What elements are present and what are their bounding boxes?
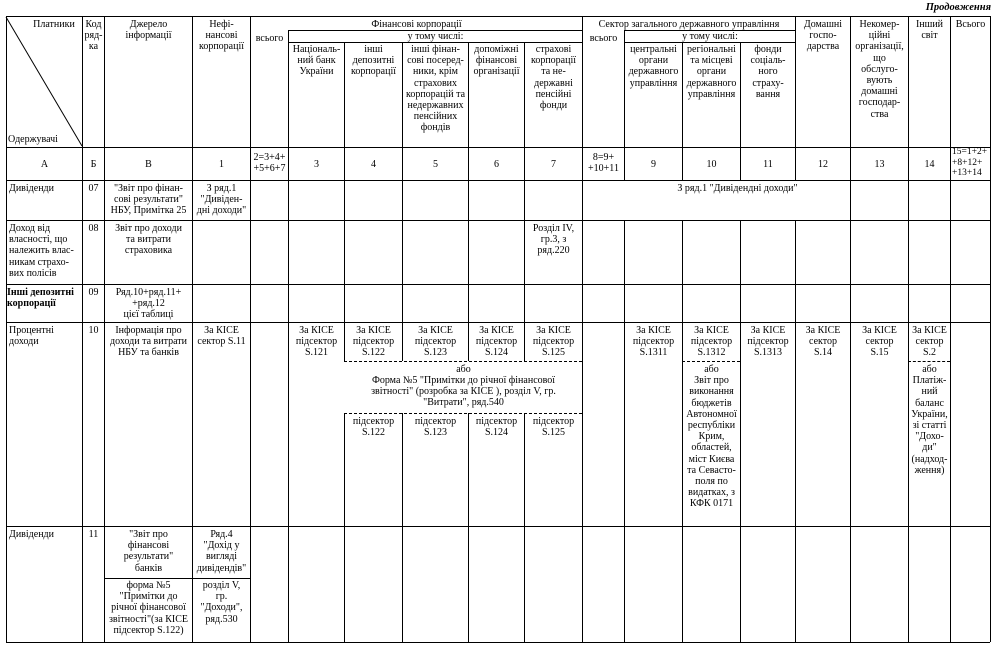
row10-f-s124: підсектор S.124 xyxy=(475,416,518,439)
row10-regional: За КІСЕ підсектор S.1312 xyxy=(690,325,733,359)
col-border-11b xyxy=(795,220,796,642)
index-cell: 12 xyxy=(818,159,828,170)
row10-rest-world: За КІСЕ сектор S.2 xyxy=(912,325,947,359)
row10-nonfin: За КІСЕ сектор S.11 xyxy=(197,325,246,348)
index-cell: 9 xyxy=(651,159,656,170)
col-border-3a xyxy=(344,42,345,361)
header-regional: регіональні та місцеві органи державного управління xyxy=(686,44,737,100)
header-gov-total: всього xyxy=(589,33,618,44)
index-cell: В xyxy=(145,159,152,170)
row08-line xyxy=(6,284,990,285)
table-bottom-border xyxy=(6,642,990,643)
index-cell: 4 xyxy=(371,159,376,170)
header-fin-incl: у тому числі: xyxy=(407,31,464,42)
index-cell: Б xyxy=(90,159,97,170)
header-npish: Некомер- ційні організації, що обслуго- вують домашні господар- ства xyxy=(855,19,904,120)
row08-name: Доход від власності, що належить влас- никам страхо- вих полісів xyxy=(9,223,74,279)
col-border-3b xyxy=(344,413,345,642)
row11-nonfin2: розділ V, гр. "Доходи", ряд.530 xyxy=(200,580,243,625)
index-cell: 5 xyxy=(433,159,438,170)
index-cell: 3 xyxy=(314,159,319,170)
row08-code: 08 xyxy=(88,223,99,234)
row11-source2: форма №5 "Примітки до річної фінансової звітності"(за КІСЕ підсектор S.122) xyxy=(108,580,189,636)
row10-name: Процентні доходи xyxy=(9,325,54,348)
index-cell: 1 xyxy=(219,159,224,170)
row09-source: Ряд.10+ряд.11+ +ряд.12 цієї таблиці xyxy=(115,287,182,321)
row10-source: Інформація про доходи та витрати НБУ та банків xyxy=(109,325,187,359)
header-row-code: Код ряд- ка xyxy=(84,19,103,53)
row07-source: "Звіт про фінан- сові результати" НБУ, Примітка 25 xyxy=(110,183,187,217)
header-other-fin: інші фінан- сові посеред- ники, крім страхових корпорацій та недержавних пенсійних фондів xyxy=(405,44,466,134)
index-cell: 13 xyxy=(874,159,885,170)
row11-source: "Звіт про фінансові результати" банків xyxy=(123,529,174,574)
row07-code: 07 xyxy=(88,183,99,194)
index-cell: 15=1+2+ +8+12+ +13+14 xyxy=(952,147,988,178)
row10-other-dep: За КІСЕ підсектор S.122 xyxy=(352,325,395,359)
header-aux-fin: допоміжні фінансові організації xyxy=(473,44,520,78)
header-social: фонди соціаль- ного страху- вання xyxy=(750,44,786,100)
header-fin-corp: Фінансові корпорації xyxy=(371,19,462,30)
col-border-7 xyxy=(582,16,583,642)
table-top-border xyxy=(6,16,990,17)
col-border-8b xyxy=(624,220,625,642)
row10-regional-alt: або Звіт про виконання бюджетів Автономної республіки Крим, областей, міст Києва та Севасто- поля по видатках, з КФК 0171 xyxy=(686,364,737,510)
index-cell: 6 xyxy=(494,159,499,170)
row10-or: або xyxy=(456,364,471,375)
header-central: центральні органи державного управління xyxy=(628,44,679,89)
row10-other-fin: За КІСЕ підсектор S.123 xyxy=(414,325,457,359)
row10-central: За КІСЕ підсектор S.1311 xyxy=(632,325,675,359)
row10-f-s123: підсектор S.123 xyxy=(414,416,457,439)
header-source: Джерело інформації xyxy=(125,19,172,42)
row11-name: Дивіденди xyxy=(9,529,54,540)
row11-nonfin: Ряд.4 "Дохід у вигляді дивідендів" xyxy=(196,529,247,574)
row09-line xyxy=(6,322,990,323)
col-border-5a xyxy=(468,42,469,361)
row10-line xyxy=(6,526,990,527)
header-total: Всього xyxy=(955,19,986,30)
continuation-label: Продовження xyxy=(925,2,991,13)
row10-nbu: За КІСЕ підсектор S.121 xyxy=(295,325,338,359)
form5-dashed-top xyxy=(344,361,582,362)
col-border-10b xyxy=(740,220,741,642)
header-payers: Платники xyxy=(33,19,75,30)
header-fin-total: всього xyxy=(255,33,284,44)
row08-insurance: Розділ IV, гр.3, з ряд.220 xyxy=(532,223,575,257)
header-bottom-line xyxy=(6,147,990,148)
row10-households: За КІСЕ сектор S.14 xyxy=(805,325,841,359)
col-border-14 xyxy=(950,16,951,642)
row10-form5: Форма №5 "Примітки до річної фінансової звітності" (розробка за КІСЕ ), розділ V, гр. "Витрати", ряд.540 xyxy=(371,375,556,409)
row10-insurance: За КІСЕ підсектор S.125 xyxy=(532,325,575,359)
col-border-left xyxy=(6,16,7,642)
header-rest-world: Інший світ xyxy=(915,19,944,42)
col-border-right xyxy=(990,16,991,642)
header-recipients: Одержувачі xyxy=(8,134,58,145)
row10-code: 10 xyxy=(88,325,99,336)
row10-aux-fin: За КІСЕ підсектор S.124 xyxy=(475,325,518,359)
index-cell: 8=9+ +10+11 xyxy=(588,152,619,175)
header-other-dep: інші депозитні корпорації xyxy=(350,44,397,78)
index-cell: 11 xyxy=(763,159,773,170)
index-row-line xyxy=(6,180,990,181)
row07-gov: З ряд.1 "Дивідендні доходи" xyxy=(677,183,798,194)
regional-dashed-top xyxy=(682,361,740,362)
row10-social: За КІСЕ підсектор S.1313 xyxy=(747,325,789,359)
form5-dashed-bottom xyxy=(344,413,582,414)
header-households: Домашні госпо- дарства xyxy=(803,19,843,53)
row09-code: 09 xyxy=(88,287,99,298)
index-cell: 10 xyxy=(706,159,717,170)
index-cell: 2=3+4+ +5+6+7 xyxy=(253,152,286,175)
row08-source: Звіт про доходи та витрати страховика xyxy=(115,223,182,257)
row07-line xyxy=(6,220,990,221)
rest-dashed-top xyxy=(908,361,950,362)
header-nbu: Національ- ний банк України xyxy=(292,44,341,78)
row10-f-s122: підсектор S.122 xyxy=(352,416,395,439)
row07-name: Дивіденди xyxy=(9,183,54,194)
index-cell: А xyxy=(40,159,49,170)
row11-code: 11 xyxy=(88,529,99,540)
row07-nonfin: З ряд.1 "Дивіден- дні доходи" xyxy=(196,183,247,217)
row09-name: Інші депозитні корпорації xyxy=(7,287,74,310)
header-gov-sector: Сектор загального державного управління xyxy=(598,19,780,30)
col-border-5b xyxy=(468,413,469,642)
row10-f-s125: підсектор S.125 xyxy=(532,416,575,439)
index-cell: 7 xyxy=(551,159,556,170)
index-cell: 14 xyxy=(924,159,935,170)
row11-split-line xyxy=(104,578,250,579)
header-insurance: страхові корпорації та не- державні пенсійні фонди xyxy=(530,44,577,112)
col-border-4b xyxy=(402,413,403,642)
header-gov-incl: у тому числі: xyxy=(682,31,738,42)
col-border-1 xyxy=(250,16,251,642)
row10-npish: За КІСЕ сектор S.15 xyxy=(862,325,897,359)
col-border-6b xyxy=(524,413,525,642)
row10-rest-world-alt: або Платіж- ний баланс України, зі статті "Дохо- ди" (надход- ження) xyxy=(911,364,948,476)
header-nonfin: Нефі- нансові корпорації xyxy=(198,19,245,53)
